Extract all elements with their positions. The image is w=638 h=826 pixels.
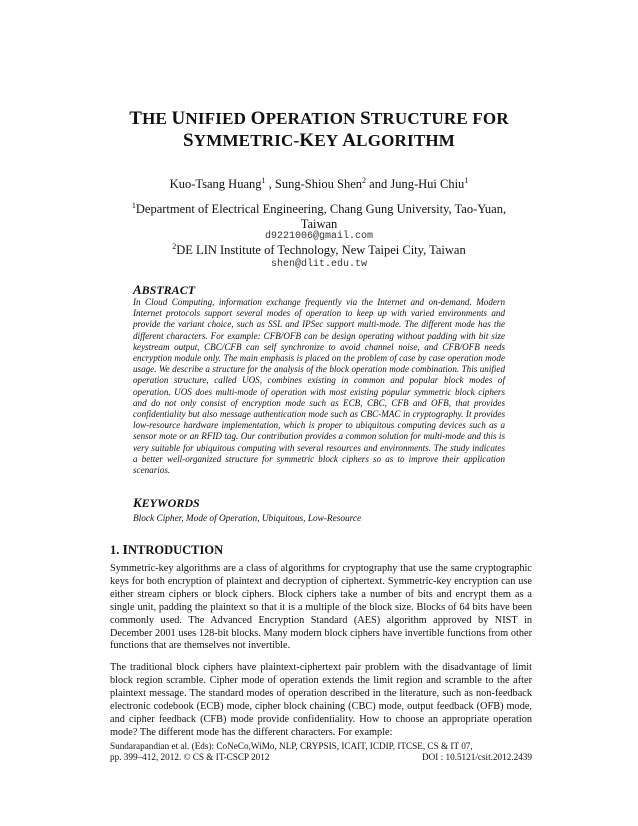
email-2[interactable]: shen@dlit.edu.tw [270,259,367,270]
intro-paragraph-1: Symmetric-key algorithms are a class of algorithms for cryptography that use the same cryptographic keys for both encryption of plaintext and decryption of ciphertext. Symmetric-key encryption can use either stream ciphers or block ciphers. Block ciphers take a number of bits and encrypt them as a single unit, padding the plaintext so that it is a multiple of the block size. Blocks of 64 bits have been commonly used. The Advanced Encryption Standard (AES) algorithm approved by NIST in December 2001 uses 128-bit blocks. Many modern block ciphers have invertible functions from other functions that are themselves not invertible. [110,563,532,652]
author-name: , Sung-Shiou Shen [265,177,363,191]
intro-paragraph-2: The traditional block ciphers have plaintext-ciphertext pair problem with the disadvantage of limit block region scramble. Cipher mode of operation extends the limit region and scramble to the after plaintext message. The standard modes of operation described in the literature, such as non-feedback electronic codebook (ECB) mode, cipher block chaining (CBC) mode, output feedback (OFB) mode, and cipher feedback (CFB) mode provide confidentiality. How to choose an appropriate operation mode? The different mode has the different characters. For example: [110,662,532,738]
keywords-text: Block Cipher, Mode of Operation, Ubiquitous, Low-Resource [133,514,362,524]
title-text: TRUCTURE FOR [370,109,509,128]
section-heading-introduction [110,543,223,559]
heading-cap: A [133,282,142,297]
title-text: NIFIED [185,109,251,128]
title-text: PERATION [265,109,361,128]
section-number: 1. [110,543,123,557]
title-text: HE [142,109,172,128]
title-line-2 [100,130,538,152]
affiliation-mark: 2 [172,241,177,251]
author-affiliation-mark: 1 [464,175,469,185]
email-1[interactable]: d9221006@gmail.com [264,231,374,242]
title-cap: A [342,130,357,151]
heading-text: EYWORDS [141,496,200,510]
author-affiliation-mark: 1 [261,175,266,185]
author-name: and Jung-Hui Chiu [366,177,465,191]
title-cap: S [182,130,194,151]
affiliation-text: Department of Electrical Engineering, Chang Gung University, Tao-Yuan, [135,202,507,216]
heading-cap: I [122,543,128,558]
affiliation-text: Taiwan [300,217,338,231]
author-list [100,177,538,192]
title-cap: K [299,130,315,151]
affiliation-2 [110,243,528,258]
abstract-heading [133,282,195,298]
title-text: YMMETRIC- [193,131,300,150]
footer-pages: pp. 399–412, 2012. © CS & IT-CSCP 2012 [110,752,270,762]
heading-cap: K [133,495,142,510]
footer-line-2 [110,752,532,763]
heading-text: NTRODUCTION [127,543,224,557]
title-cap: T [129,108,143,129]
title-text: EY [314,131,343,150]
paper-title [100,108,538,152]
footer-doi[interactable]: DOI : 10.5121/csit.2012.2439 [422,752,532,762]
title-text: LGORITHM [356,131,456,150]
affiliation-text: DE LIN Institute of Technology, New Taipei City, Taiwan [176,243,466,257]
abstract-text: In Cloud Computing, information exchange frequently via the Internet and on-demand. Modern Internet protocols support several modes of operation to keep up with varied environments and provide the variant choice, such as SSL and IPSec support multi-mode. The different mode has the different characters. For example: CFB/OFB can be design operating without padding with bit size keystream output, CBC/CFB can self synchronize to avoid channel noise, and CFB/OFB needs encryption module only. The main emphasis is placed on the problem of case by case operation mode usage. We describe a structure for the analysis of the block operation mode combination. This unified operation structure, called UOS, combines existing in common and popular block modes of operation. UOS does multi-mode of operation with most existing popular symmetric block ciphers and do not only consist of encryption mode such as ECB, CBC, CFB and OFB, that provides confidentiality but also message authentication mode such as CBC-MAC in cryptography. It provides low-resource hardware implementation, which is proper to ubiquitous computing devices such as a sensor mote or an RFID tag. Our contribution provides a common solution for multi-mode and this is very suitable for ubiquitous computing with several resources and environments. The study indicates a better well-organized structure for symmetric block ciphers so as to improve their application scenarios. [133,297,505,476]
title-cap: O [250,108,266,129]
author-name: Kuo-Tsang Huang [169,177,262,191]
footer-citation: Sundarapandian et al. (Eds): CoNeCo,WiMo, NLP, CRYPSIS, ICAIT, ICDIP, ITCSE, CS & IT 07, [110,741,473,751]
keywords-heading [133,495,200,511]
title-cap: U [171,108,186,129]
author-affiliation-mark: 2 [362,175,367,185]
title-line-1 [100,108,538,130]
heading-text: BSTRACT [141,283,196,297]
page-footer [110,741,532,763]
title-cap: S [360,108,371,129]
affiliation-mark: 1 [131,200,136,210]
affiliation-1 [110,202,528,232]
